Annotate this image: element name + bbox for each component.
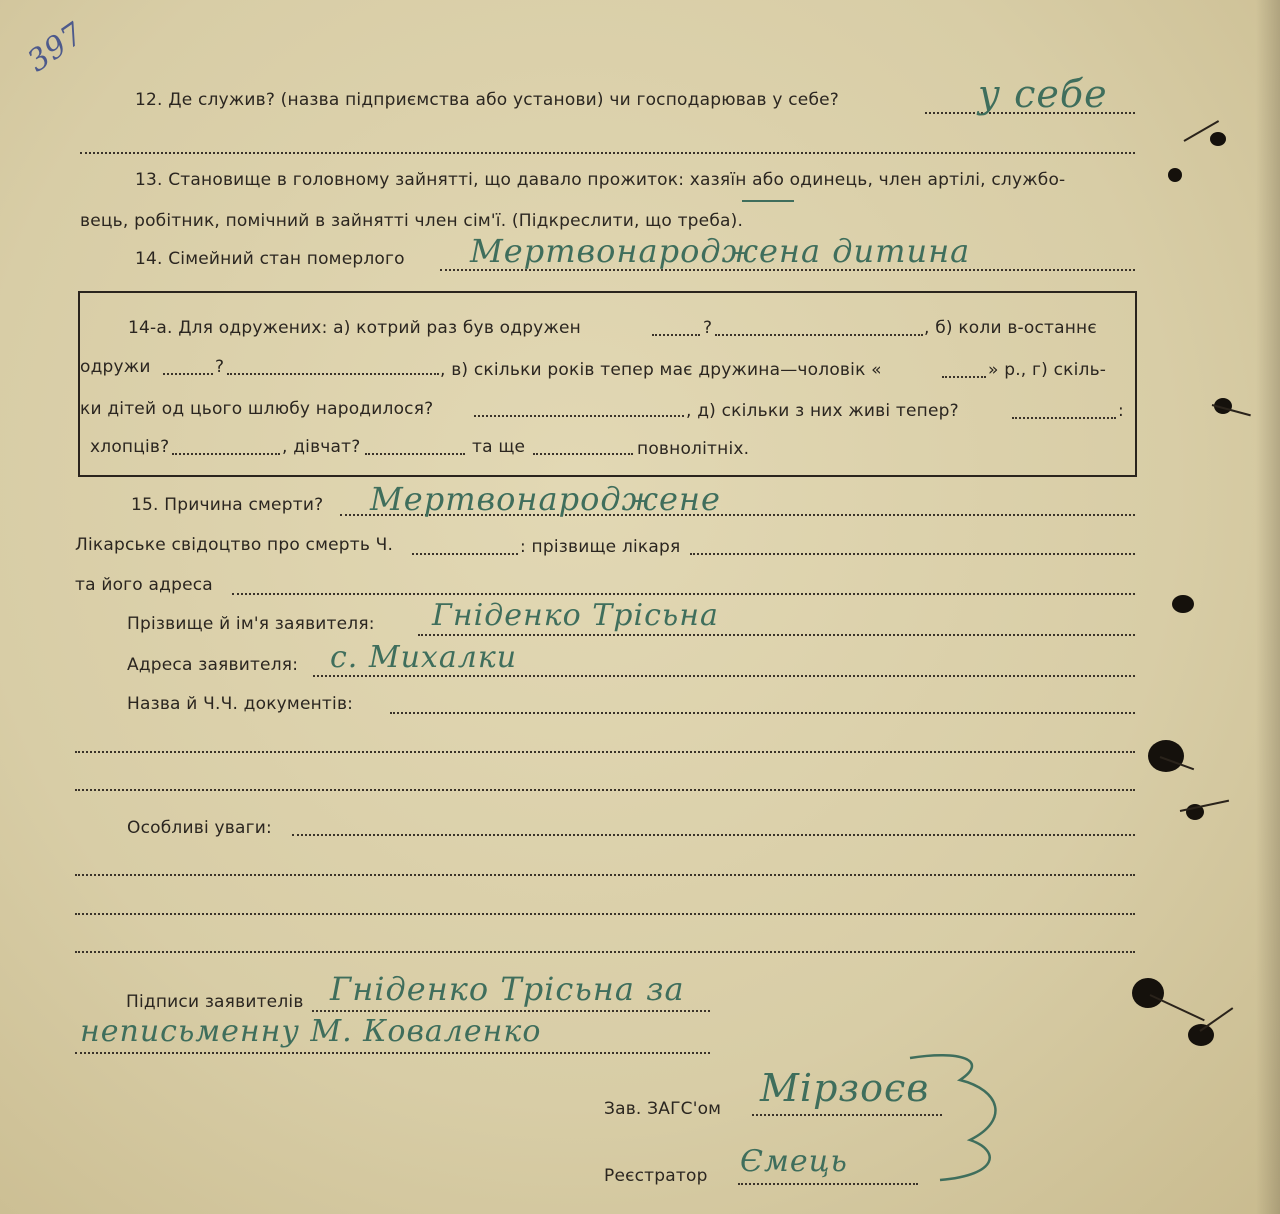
binding-hole-1: [1148, 740, 1184, 772]
q15-answer: Мертвонароджене: [370, 480, 721, 518]
q14a-line4-d: повнолітніх.: [637, 439, 750, 459]
notes-line-2: [75, 874, 1135, 876]
q14a-dots-4c: [533, 453, 633, 455]
q14a-qmark-2: ?: [215, 357, 225, 377]
applicant-address-label: Адреса заявителя:: [127, 655, 299, 675]
doctor-name-label: : прізвище лікаря: [520, 537, 681, 557]
signatures-label: Підписи заявителів: [126, 992, 304, 1012]
registrar-signature: Ємець: [740, 1144, 848, 1179]
q14a-dots-2c: [942, 376, 986, 378]
q14a-dots-4b: [365, 453, 465, 455]
notes-line-3: [75, 913, 1135, 915]
q14a-line2-a: одружи: [80, 357, 151, 377]
q14a-line3-b: , д) скільки з них живі тепер?: [686, 401, 959, 421]
q14a-dots-2a: [163, 373, 213, 375]
q14a-line2-c: » р., г) скіль-: [988, 360, 1107, 380]
q13-line2: вець, робітник, помічний в зайнятті член сім'ї. (Підкреслити, що треба).: [80, 211, 744, 231]
binding-hole-8: [1168, 168, 1182, 182]
q14a-line4-a: хлопців?: [90, 437, 170, 457]
q15-label: 15. Причина смерти?: [131, 495, 324, 515]
q14a-dots-2b: [227, 373, 439, 375]
scan-edge-shadow: [1256, 0, 1280, 1214]
q14a-dots-3b: [1012, 417, 1116, 419]
q12-label: 12. Де служив? (назва підприємства або установи) чи господарював у себе?: [135, 90, 840, 110]
signatures-line-1: [312, 1010, 710, 1012]
q14a-dots-1b: [715, 334, 923, 336]
archive-number: 397: [21, 15, 91, 80]
notes-label: Особливі уваги:: [127, 818, 272, 838]
q14a-line3-c: :: [1118, 401, 1124, 421]
q14a-line1-b: , б) коли в-останнє: [924, 318, 1097, 338]
q14a-qmark-1: ?: [703, 318, 713, 338]
medical-number-line: [412, 553, 518, 555]
zags-signature-flourish: [900, 1050, 1020, 1190]
applicant-address-line: [313, 675, 1135, 677]
q12-extra-line: [80, 152, 1135, 154]
q13-underline: [742, 200, 794, 202]
signatures-line-2: [75, 1052, 710, 1054]
q14a-line1-a: 14-а. Для одружених: а) котрий раз був одружен: [128, 318, 581, 338]
zags-head-label: Зав. ЗАГС'ом: [604, 1099, 722, 1119]
q14a-dots-1a: [652, 334, 700, 336]
applicant-name-value: Гніденко Трісьна: [432, 598, 719, 633]
notes-line-4: [75, 951, 1135, 953]
signatures-text-2: неписьменну М. Коваленко: [80, 1014, 542, 1049]
doctor-name-line: [690, 553, 1135, 555]
documents-label: Назва й Ч.Ч. документів:: [127, 694, 354, 714]
q14a-line4-c: та ще: [472, 437, 526, 457]
registrar-label: Реєстратор: [604, 1166, 708, 1186]
q14a-dots-4a: [172, 453, 280, 455]
documents-line: [390, 712, 1135, 714]
extra-line-1: [75, 751, 1135, 753]
binding-hole-4: [1172, 595, 1194, 613]
signatures-text-1: Гніденко Трісьна за: [330, 970, 685, 1008]
registrar-signature-line: [738, 1183, 918, 1185]
extra-line-2: [75, 789, 1135, 791]
q13-line1: 13. Становище в головному зайнятті, що давало прожиток: хазяїн або одинець, член артілі, службо-: [135, 170, 1066, 190]
binding-hole-7: [1188, 1024, 1214, 1046]
paper-crack: [1150, 994, 1205, 1021]
medical-certificate-label: Лікарське свідоцтво про смерть Ч.: [75, 535, 394, 555]
applicant-address-value: с. Михалки: [330, 640, 518, 675]
doctor-address-line: [232, 593, 1135, 595]
binding-hole-5: [1210, 132, 1226, 146]
zags-signature: Мірзоєв: [760, 1066, 930, 1110]
q14a-dots-3a: [474, 415, 684, 417]
notes-line-1: [292, 834, 1135, 836]
q14-label: 14. Сімейний стан померлого: [135, 249, 405, 269]
doctor-address-label: та його адреса: [75, 575, 213, 595]
applicant-name-label: Прізвище й ім'я заявителя:: [127, 614, 375, 634]
q14a-line4-b: , дівчат?: [282, 437, 361, 457]
binding-hole-2: [1132, 978, 1164, 1008]
applicant-name-line: [418, 634, 1135, 636]
q14a-line2-b: , в) скільки років тепер має дружина—чоловік «: [440, 360, 882, 380]
q14-answer: Мертвонароджена дитина: [470, 232, 971, 270]
q12-answer: у себе: [978, 72, 1108, 116]
q14a-line3-a: ки дітей од цього шлюбу народилося?: [80, 399, 434, 419]
